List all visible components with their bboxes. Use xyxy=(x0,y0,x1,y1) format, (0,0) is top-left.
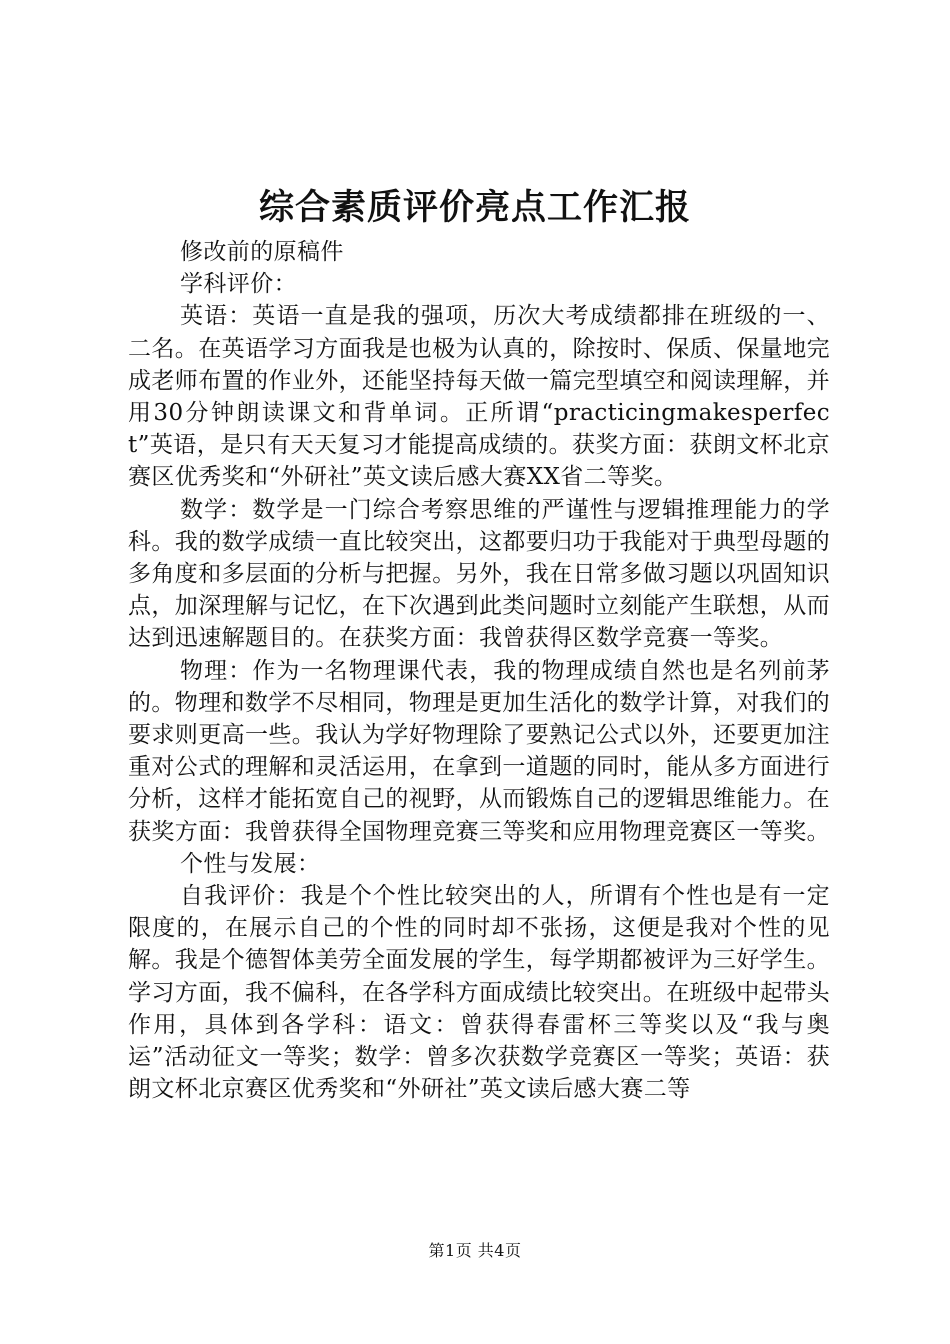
paragraph-math: 数学：数学是一门综合考察思维的严谨性与逻辑推理能力的学科。我的数学成绩一直比较突出，这都要归功于我能对于典型母题的多角度和多层面的分析与把握。另外，我在日常多做习题以巩固知识点，加深理解与记忆，在下次遇到此类问题时立刻能产生联想，从而达到迅速解题目的。在获奖方面：我曾获得区数学竞赛一等奖。 xyxy=(128,496,830,652)
document-body xyxy=(128,236,830,1105)
document-title: 综合素质评价亮点工作汇报 xyxy=(258,188,691,228)
paragraph-physics: 物理：作为一名物理课代表，我的物理成绩自然也是名列前茅的。物理和数学不尽相同，物理是更加生活化的数学计算，对我们的要求则更高一些。我认为学好物理除了要熟记公式以外，还要更加注重对公式的理解和灵活运用，在拿到一道题的同时，能从多方面进行分析，这样才能拓宽自己的视野，从而锻炼自己的逻辑思维能力。在获奖方面：我曾获得全国物理竞赛三等奖和应用物理竞赛区一等奖。 xyxy=(128,657,830,845)
page-number-footer: 第1页 共4页 xyxy=(428,1241,522,1260)
paragraph-personality-heading: 个性与发展： xyxy=(180,850,321,877)
paragraph-original-draft: 修改前的原稿件 xyxy=(180,239,344,265)
paragraph-english: 英语：英语一直是我的强项，历次大考成绩都排在班级的一、二名。在英语学习方面我是也极为认真的，除按时、保质、保量地完成老师布置的作业外，还能坚持每天做一篇完型填空和阅读理解，并用30分钟朗读课文和背单词。正所谓“practicingmakesperfect”英语，是只有天天复习才能提高成绩的。获奖方面：获朗文杯北京赛区优秀奖和“外研社”英文读后感大赛XX省二等奖。 xyxy=(128,303,830,491)
paragraph-self-evaluation: 自我评价：我是个个性比较突出的人，所谓有个性也是有一定限度的，在展示自己的个性的同时却不张扬，这便是我对个性的见解。我是个德智体美劳全面发展的学生，每学期都被评为三好学生。学习方面，我不偏科，在各学科方面成绩比较突出。在班级中起带头作用，具体到各学科：语文：曾获得春雷杯三等奖以及“我与奥运”活动征文一等奖；数学：曾多次获数学竞赛区一等奖；英语：获朗文杯北京赛区优秀奖和“外研社”英文读后感大赛二等 xyxy=(128,883,830,1103)
paragraph-subject-evaluation-heading: 学科评价： xyxy=(180,271,297,298)
